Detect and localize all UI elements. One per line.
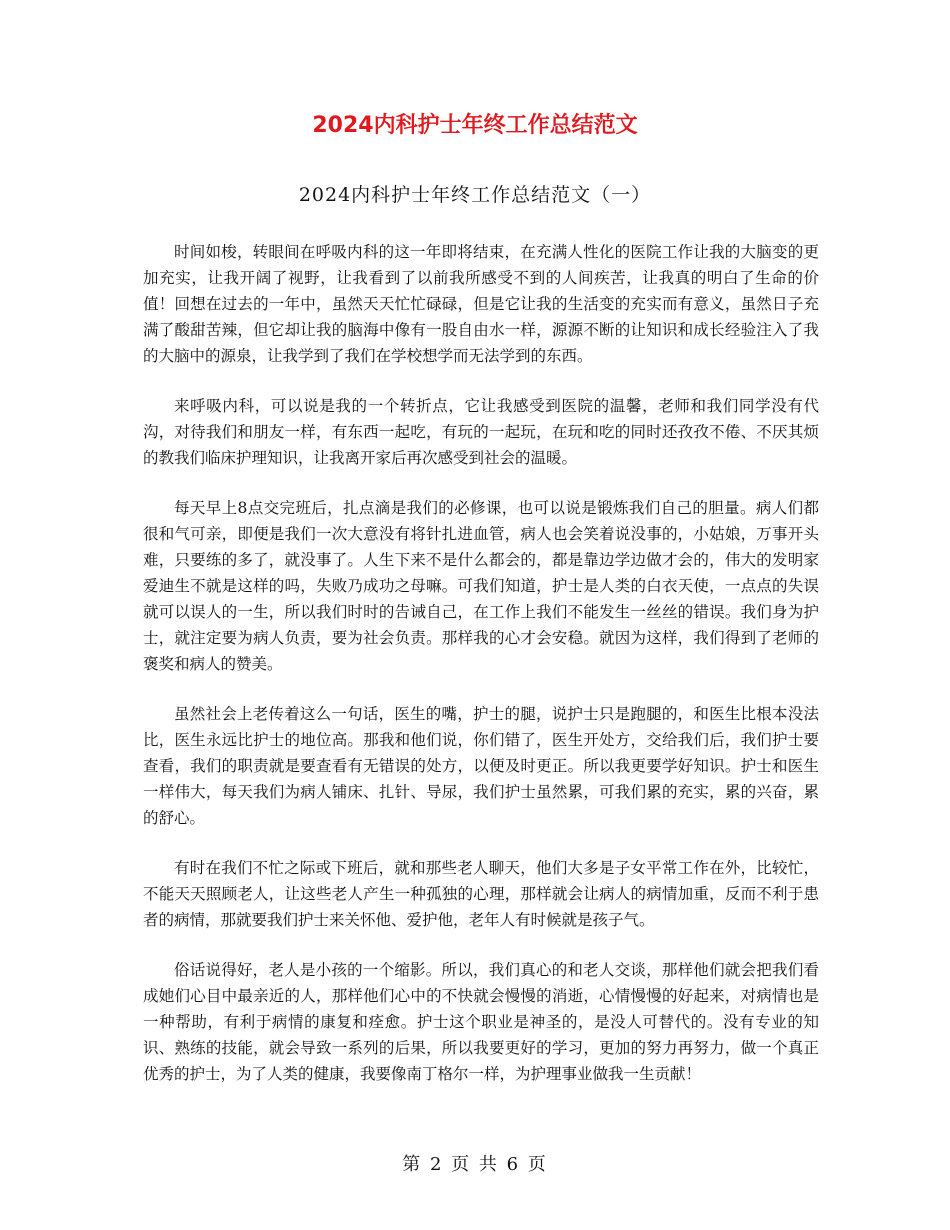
paragraph: 时间如梭，转眼间在呼吸内科的这一年即将结束，在充满人性化的医院工作让我的大脑变的更加充实，让我开阔了视野，让我看到了以前我所感受不到的人间疾苦，让我真的明白了生命的价值！回想在过去的一年中，虽然天天忙忙碌碌，但是它让我的生活变的充实而有意义，虽然日子充满了酸甜苦辣，但它却让我的脑海中像有一股自由水一样，源源不断的让知识和成长经验注入了我的大脑中的源泉，让我学到了我们在学校想学而无法学到的东西。 <box>143 243 819 365</box>
paragraph: 俗话说得好，老人是小孩的一个缩影。所以，我们真心的和老人交谈，那样他们就会把我们看成她们心目中最亲近的人，那样他们心中的不快就会慢慢的消逝，心情慢慢的好起来，对病情也是一种帮助，有利于病情的康复和痊愈。护士这个职业是神圣的，是没人可替代的。没有专业的知识、熟练的技能，就会导致一系列的后果，所以我要更好的学习，更加的努力再努力，做一个真正优秀的护士，为了人类的健康，我要像南丁格尔一样，为护理事业做我一生贡献！ <box>143 961 819 1083</box>
paragraph: 来呼吸内科，可以说是我的一个转折点，它让我感受到医院的温馨，老师和我们同学没有代沟，对待我们和朋友一样，有东西一起吃，有玩的一起玩，在玩和吃的同时还孜孜不倦、不厌其烦的教我们临床护理知识，让我离开家后再次感受到社会的温暖。 <box>143 397 819 467</box>
document-title: 2024内科护士年终工作总结范文 <box>312 113 638 138</box>
paragraph: 有时在我们不忙之际或下班后，就和那些老人聊天，他们大多是子女平常工作在外，比较忙，不能天天照顾老人，让这些老人产生一种孤独的心理，那样就会让病人的病情加重，反而不利于患者的病情，那就要我们护士来关怀他、爱护他，老年人有时候就是孩子气。 <box>143 859 819 929</box>
paragraph: 每天早上8点交完班后，扎点滴是我们的必修课，也可以说是锻炼我们自己的胆量。病人们都很和气可亲，即便是我们一次大意没有将针扎进血管，病人也会笑着说没事的，小姑娘，万事开头难，只要练的多了，就没事了。人生下来不是什么都会的，都是靠边学边做才会的，伟大的发明家爱迪生不就是这样的吗，失败乃成功之母嘛。可我们知道，护士是人类的白衣天使，一点点的失误就可以误人的一生，所以我们时时的告诫自己，在工作上我们不能发生一丝丝的错误。我们身为护士，就注定要为病人负责，要为社会负责。那样我的心才会安稳。就因为这样，我们得到了老师的褒奖和病人的赞美。 <box>143 499 819 673</box>
document-subtitle: 2024内科护士年终工作总结范文（一） <box>298 184 652 206</box>
document-body <box>143 239 819 1111</box>
page-number-label: 第 2 页 共 6 页 <box>402 1154 548 1175</box>
page-number-footer <box>0 1152 950 1178</box>
paragraph: 虽然社会上老传着这么一句话，医生的嘴，护士的腿，说护士只是跑腿的，和医生比根本没法比，医生永远比护士的地位高。那我和他们说，你们错了，医生开处方，交给我们后，我们护士要查看，我们的职责就是要查看有无错误的处方，以便及时更正。所以我更要学好知识。护士和医生一样伟大，每天我们为病人铺床、扎针、导尿，我们护士虽然累，可我们累的充实，累的兴奋，累的舒心。 <box>143 705 819 827</box>
